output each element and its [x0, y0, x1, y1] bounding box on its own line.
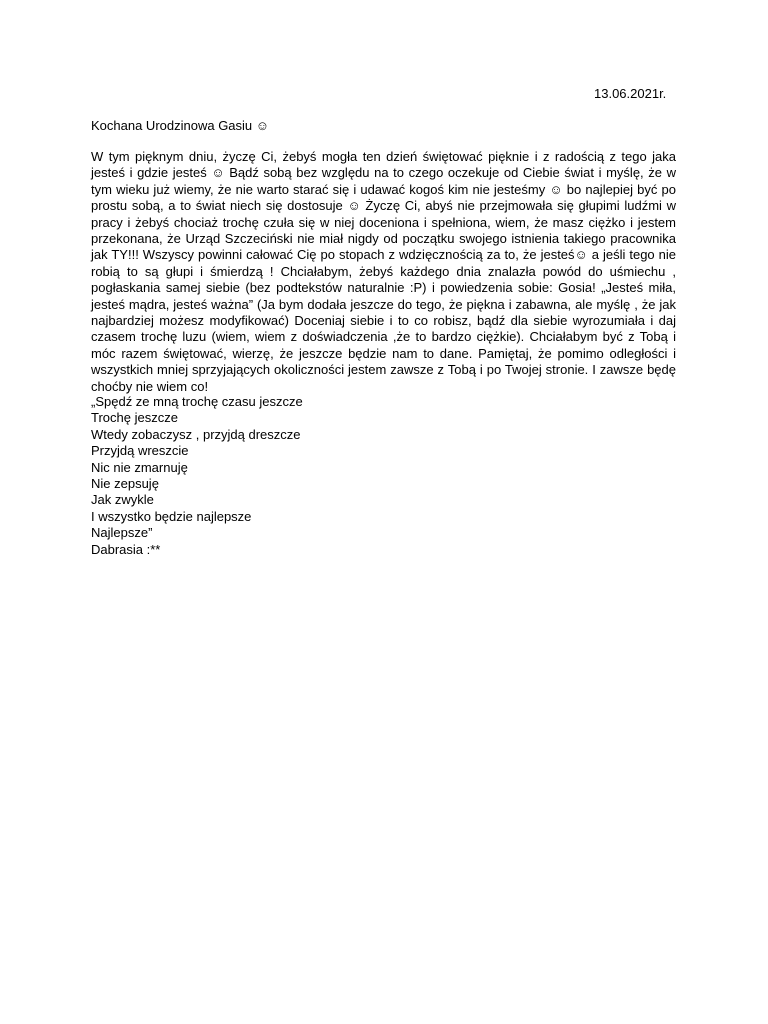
letter-signature: Dabrasia :** [91, 541, 161, 557]
poem-line: Nic nie zmarnuję [91, 459, 188, 475]
poem-line: Przyjdą wreszcie [91, 443, 189, 459]
poem-line: Najlepsze” [91, 525, 153, 541]
poem-line: Wtedy zobaczysz , przyjdą dreszcze [91, 426, 301, 442]
poem-line: Nie zepsuję [91, 476, 159, 492]
poem-block [91, 394, 676, 558]
poem-line: „Spędź ze mną trochę czasu jeszcze [91, 394, 303, 409]
poem-line: Trochę jeszcze [91, 410, 178, 426]
letter-paragraph: W tym pięknym dniu, życzę Ci, żebyś mogła ten dzień świętować pięknie i z radością z tego jaka jesteś i gdzie jesteś ☺ Bądź sobą bez względu na to czego oczekuje od Ciebie świat i myślę, że w tym wieku już wiemy, że nie warto starać się i udawać kogoś kim nie jesteśmy ☺ bo najlepiej być po prostu sobą, a to świat niech się dostosuje ☺ Życzę Ci, abyś nie przejmowała się głupimi ludźmi w pracy i żebyś chociaż trochę czuła się w niej doceniona i spełniona, wiem, że masz ciężko i jestem przekonana, że Urząd Szczeciński nie miał nigdy od początku swojego istnienia takiego pracownika jak TY!!! Wszyscy powinni całować Cię po stopach z wdzięcznością za to, że jesteś☺ a jeśli tego nie robią to są głupi i śmierdzą ! Chciałabym, żebyś każdego dnia znalazła powód do uśmiechu , pogłaskania samej siebie (bez podtekstów naturalnie :P) i powiedzenia sobie: Gosia! „Jesteś miła, jesteś mądra, jesteś ważna” (Ja bym dodała jeszcze do tego, że piękna i zabawna, ale myślę , że jak najbardziej możesz modyfikować) Doceniaj siebie i to co robisz, bądź dla siebie wyrozumiała i daj czasem trochę luzu (wiem, wiem z doświadczenia ,że to bardzo ciężkie). Chciałabym być z Tobą i móc razem świętować, wierzę, że jeszcze będzie nam to dane. Pamiętaj, że pomimo odległości i wszystkich mniej sprzyjających okoliczności jestem zawsze z Tobą i po Twojej stronie. I zawsze będę choćby nie wiem co! [91, 149, 676, 394]
poem-line: Jak zwykle [91, 492, 154, 508]
letter-greeting: Kochana Urodzinowa Gasiu ☺ [91, 118, 270, 133]
letter-date: 13.06.2021r. [594, 86, 667, 101]
poem-line: I wszystko będzie najlepsze [91, 508, 252, 524]
